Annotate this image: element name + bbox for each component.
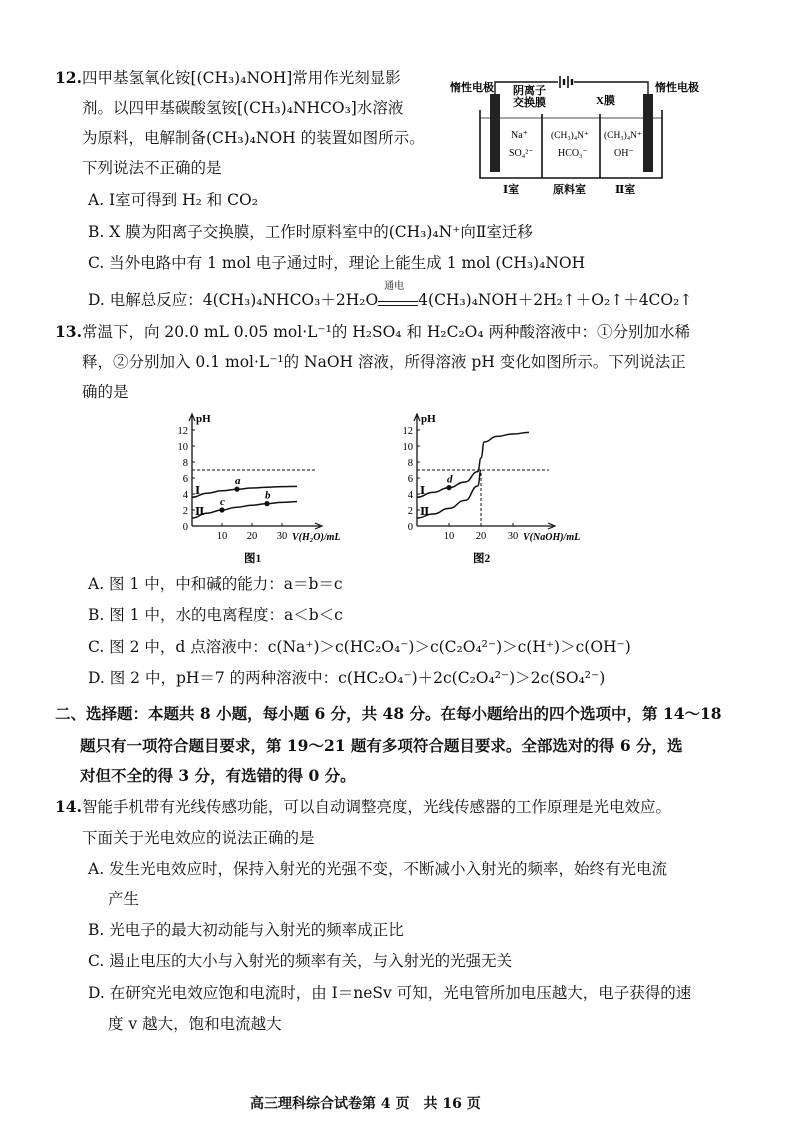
right-electrode	[643, 94, 653, 172]
electrolysis-arrow	[378, 281, 418, 308]
q13-option-d: D. 图 2 中，pH＝7 的两种溶液中：c(HC₂O₄⁻)＋2c(C₂O₄²⁻)＞2c(SO₄²⁻)	[88, 669, 606, 687]
left-electrode	[490, 94, 500, 172]
x-tick-label: 10	[216, 531, 228, 542]
q13-option-a: A. 图 1 中，中和碱的能力：a＝b＝c	[88, 575, 343, 593]
figure-caption: 图1	[244, 553, 262, 565]
point-a	[234, 487, 239, 492]
q12-option-d-post: 4(CH₃)₄NOH＋2H₂↑＋O₂↑＋4CO₂↑	[418, 291, 693, 309]
y-tick-label: 0	[407, 522, 413, 533]
series-curve-1	[192, 486, 297, 497]
y-tick-label: 2	[407, 506, 413, 517]
x-axis-label: V(NaOH)/mL	[523, 532, 581, 543]
q14-stem-line1: 智能手机带有光线传感功能，可以自动调整亮度，光线传感器的工作原理是光电效应。	[82, 798, 672, 816]
y-tick-label: 4	[182, 490, 188, 501]
q14-option-d-line2: 度 v 越大，饱和电流越大	[108, 1015, 282, 1033]
point-label-d: d	[447, 473, 453, 486]
electrolysis-condition: 通电	[384, 281, 405, 292]
series-label-2: Ⅱ	[420, 506, 430, 518]
q12-option-d-pre: D. 电解总反应：4(CH₃)₄NHCO₃＋2H₂O	[88, 291, 379, 309]
q14-number: 14.	[55, 797, 82, 816]
left-electrode-label: 惰性电极	[450, 82, 494, 94]
ph-chart-figure-2	[395, 408, 595, 568]
section2-line2: 题只有一项符合题目要求，第 19～21 题有多项符合题目要求。全部选对的得 6 分，选	[80, 736, 683, 755]
figure-caption: 图2	[473, 553, 491, 565]
q14-option-a-line2: 产生	[108, 890, 140, 908]
y-tick-label: 6	[182, 474, 188, 485]
x-tick-label: 20	[475, 531, 487, 542]
q12-option-a: A. Ⅰ室可得到 H₂ 和 CO₂	[88, 191, 258, 209]
x-tick-label: 10	[443, 531, 455, 542]
q14-option-c: C. 遏止电压的大小与入射光的频率有关，与入射光的光强无关	[88, 952, 513, 970]
anion-membrane-label-1: 阴离子	[513, 85, 546, 97]
y-tick-label: 8	[407, 458, 413, 469]
x-tick-label: 30	[507, 531, 519, 542]
page-footer: 高三理科综合试卷第 4 页 共 16 页	[250, 1096, 481, 1112]
y-tick-label: 0	[182, 522, 188, 533]
series-label-2: Ⅱ	[195, 506, 205, 518]
q13-option-b: B. 图 1 中，水的电离程度：a＜b＜c	[88, 606, 343, 624]
q13-stem-line2: 释，②分别加入 0.1 mol·L⁻¹的 NaOH 溶液，所得溶液 pH 变化如图所示。下列说法正	[82, 353, 686, 371]
point-label-b: b	[265, 489, 271, 502]
q12-option-b: B. X 膜为阳离子交换膜，工作时原料室中的(CH₃)₄N⁺向Ⅱ室迁移	[88, 223, 533, 241]
raw-ion-quaternary: (CH₃)₄N⁺	[551, 131, 590, 141]
room2-label: Ⅱ室	[615, 184, 636, 196]
q13-option-c: C. 图 2 中，d 点溶液中：c(Na⁺)＞c(HC₂O₄⁻)＞c(C₂O₄²⁻)＞c(H⁺)＞c(OH⁻)	[88, 638, 631, 656]
y-tick-label: 4	[407, 490, 413, 501]
anion-membrane-label-2: 交换膜	[513, 97, 546, 109]
q14-stem-line2: 下面关于光电效应的说法正确的是	[82, 829, 315, 847]
q12-option-c: C. 当外电路中有 1 mol 电子通过时，理论上能生成 1 mol (CH₃)₄NOH	[88, 254, 586, 272]
y-tick-label: 2	[182, 506, 188, 517]
right-electrode-label: 惰性电极	[655, 82, 699, 94]
y-tick-label: 8	[182, 458, 188, 469]
y-tick-label: 10	[177, 442, 188, 453]
q12-number: 12.	[55, 68, 82, 87]
room1-ion-so4: SO₄²⁻	[509, 148, 534, 159]
point-d	[446, 485, 451, 490]
x-membrane-label: X膜	[596, 95, 615, 107]
y-tick-label: 12	[177, 426, 188, 437]
y-axis-label: pH	[421, 413, 436, 425]
q12-stem-line2: 剂。以四甲基碳酸氢铵[(CH₃)₄NHCO₃]水溶液	[82, 99, 404, 117]
y-tick-label: 12	[402, 426, 413, 437]
electrolytic-tank	[480, 110, 662, 178]
q14-option-d-line1: D. 在研究光电效应饱和电流时，由 I＝neSv 可知，光电管所加电压越大，电子获得的速	[88, 984, 692, 1002]
y-tick-label: 6	[407, 474, 413, 485]
q12-option-d	[88, 281, 693, 310]
room2-ion-oh: OH⁻	[614, 148, 634, 159]
x-axis-label: V(H₂O)/mL	[292, 532, 341, 543]
point-label-c: c	[220, 496, 225, 508]
series-label-1: Ⅰ	[195, 485, 201, 498]
series-curve-1	[417, 432, 529, 497]
electrolysis-cell-diagram	[450, 66, 699, 198]
q12-stem-line1: 四甲基氢氧化铵[(CH₃)₄NOH]常用作光刻显影	[82, 69, 401, 87]
q13-number: 13.	[55, 322, 82, 341]
q12-stem-line4: 下列说法不正确的是	[82, 159, 222, 177]
x-tick-label: 30	[276, 531, 288, 542]
room1-ion-na: Na⁺	[511, 130, 528, 141]
section2-line1: 二、选择题：本题共 8 小题，每小题 6 分，共 48 分。在每小题给出的四个选项中，第 14～18	[55, 704, 722, 723]
ph-chart-figure-1	[170, 408, 355, 568]
raw-room-label: 原料室	[553, 184, 586, 196]
y-tick-label: 10	[402, 442, 413, 453]
q14-option-b: B. 光电子的最大初动能与入射光的频率成正比	[88, 921, 404, 939]
room2-ion-quaternary: (CH₃)₄N⁺	[604, 131, 643, 141]
section2-line3: 对但不全的得 3 分，有选错的得 0 分。	[80, 766, 356, 785]
series-curve-2	[192, 502, 297, 518]
raw-ion-hco3: HCO₃⁻	[558, 148, 588, 159]
y-axis-label: pH	[196, 413, 211, 425]
room1-label: Ⅰ室	[503, 184, 520, 196]
q13-stem-line1: 常温下，向 20.0 mL 0.05 mol·L⁻¹的 H₂SO₄ 和 H₂C₂O₄ 两种酸溶液中：①分别加水稀	[82, 323, 691, 341]
point-c	[219, 507, 224, 512]
point-b	[264, 501, 269, 506]
q12-stem-line3: 为原料，电解制备(CH₃)₄NOH 的装置如图所示。	[82, 129, 425, 147]
q13-stem-line3: 确的是	[82, 383, 129, 401]
x-tick-label: 20	[246, 531, 258, 542]
series-label-1: Ⅰ	[420, 485, 426, 498]
point-label-a: a	[235, 475, 241, 488]
q14-option-a-line1: A. 发生光电效应时，保持入射光的光强不变，不断减小入射光的频率，始终有光电流	[88, 860, 668, 878]
